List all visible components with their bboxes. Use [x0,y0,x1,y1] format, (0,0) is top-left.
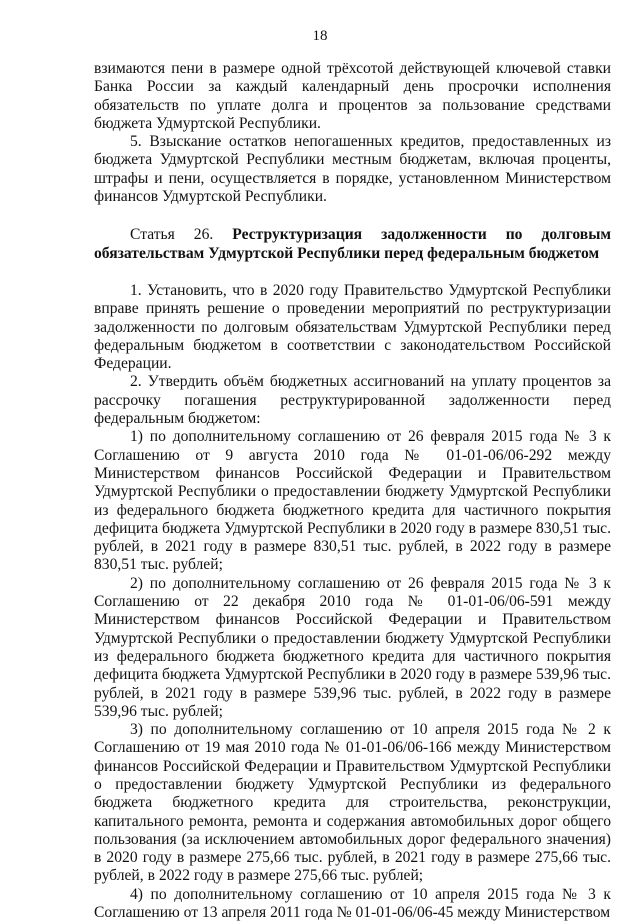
page-number: 18 [312,28,328,44]
paragraph-clause-2: 2. Утвердить объём бюджетных ассигнований на уплату процентов за рассрочку погашения реструктурированной задолженности перед федеральным бюджетом: [94,373,611,428]
paragraph-subitem-4: 4) по дополнительному соглашению от 10 апреля 2015 года № 3 к Соглашению от 13 апреля 2011 года № 01-01-06/06-45 между Министерством [94,885,611,922]
article-title: Реструктуризация задолженности по долговым обязательствам Удмуртской Республики перед федеральным бюджетом [94,226,612,262]
paragraph-subitem-2: 2) по дополнительному соглашению от 26 февраля 2015 года № 3 к Соглашению от 22 декабря 2010 года № 01-01-06/06-591 между Министерством финансов Российской Федерации и Правительством Удмуртской Республики о предоставлении бюджету Удмуртской Республики из федерального бюджета бюджетного кредита для частичного покрытия дефицита бюджета Удмуртской Республики в 2020 году в размере 539,96 тыс. рублей, в 2021 году в размере 539,96 тыс. рублей, в 2022 году в размере 539,96 тыс. рублей; [94,574,611,720]
paragraph-subitem-3: 3) по дополнительному соглашению от 10 апреля 2015 года № 2 к Соглашению от 19 мая 2010 года № 01-01-06/06-166 между Министерством финансов Российской Федерации и Правительством Удмуртской Республики о предоставлении бюджету Удмуртской Республики из федерального бюджета бюджетного кредита для строительства, реконструкции, капитального ремонта, ремонта и содержания автомобильных дорог общего пользования (за исключением автомобильных дорог федерального значения) в 2020 году в размере 275,66 тыс. рублей, в 2021 году в размере 275,66 тыс. рублей, в 2022 году в размере 275,66 тыс. рублей; [94,721,611,885]
document-body [94,60,611,922]
paragraph-item-5: 5. Взыскание остатков непогашенных кредитов, предоставленных из бюджета Удмуртской Республики местным бюджетам, включая проценты, штрафы и пени, осуществляется в порядке, установленном Министерством финансов Удмуртской Республики. [94,133,611,206]
article-label: Статья 26. [130,226,214,244]
paragraph-subitem-1: 1) по дополнительному соглашению от 26 февраля 2015 года № 3 к Соглашению от 9 августа 2010 года № 01-01-06/06-292 между Министерством финансов Российской Федерации и Правительством Удмуртской Республики о предоставлении бюджету Удмуртской Республики из федерального бюджета бюджетного кредита для частичного покрытия дефицита бюджета Удмуртской Республики в 2020 году в размере 830,51 тыс. рублей, в 2021 году в размере 830,51 тыс. рублей, в 2022 году в размере 830,51 тыс. рублей; [94,428,611,574]
article-heading [94,226,611,263]
paragraph-clause-1: 1. Установить, что в 2020 году Правительство Удмуртской Республики вправе принять решение о проведении мероприятий по реструктуризации задолженности по долговым обязательствам Удмуртской Республики перед федеральным бюджетом в соответствии с законодательством Российской Федерации. [94,281,611,373]
paragraph-continuation: взимаются пени в размере одной трёхсотой действующей ключевой ставки Банка России за каждый календарный день просрочки исполнения обязательств по уплате долга и процентов за пользование средствами бюджета Удмуртской Республики. [94,60,611,132]
